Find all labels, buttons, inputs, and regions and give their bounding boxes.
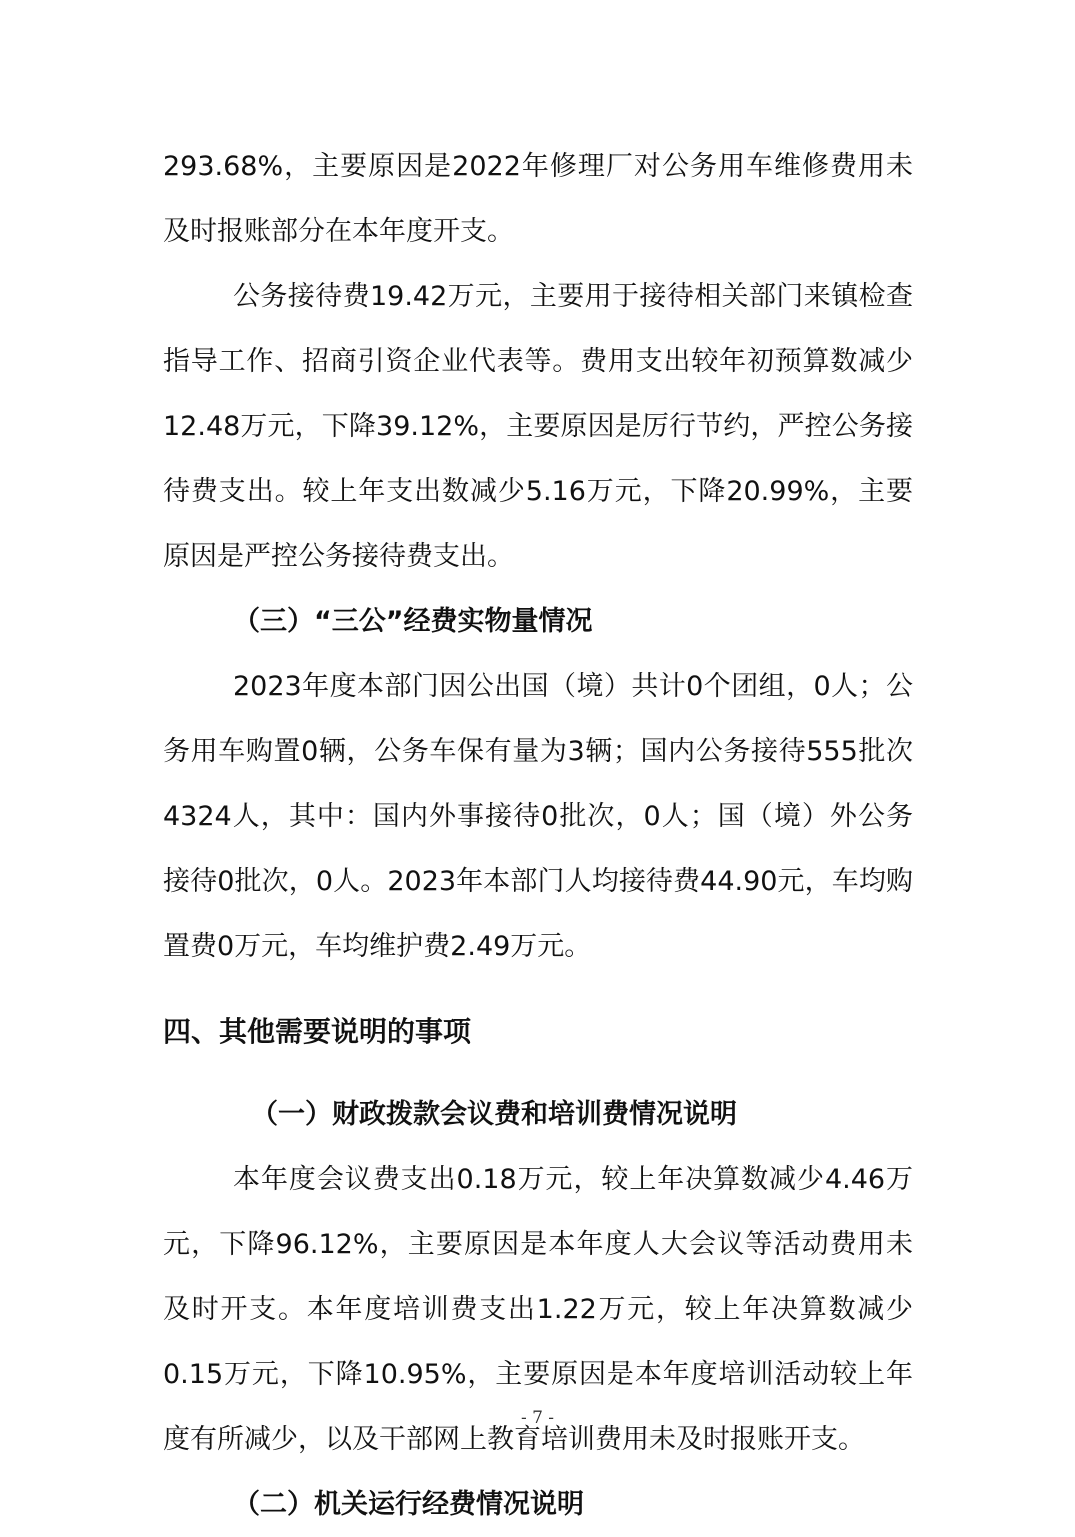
heading-operating-expense: （二）机关运行经费情况说明	[233, 1489, 584, 1520]
page-number: - 7 -	[520, 1408, 555, 1428]
paragraph-reception-expense: 公务接待费19.42万元，主要用于接待相关部门来镇检查指导工作、招商引资企业代表等。费用支出较年初预算数减少12.48万元，下降39.12%，主要原因是厉行节约，严控公务接待费支出。较上年支出数减少5.16万元，下降20.99%，主要原因是严控公务接待费支出。	[163, 281, 913, 572]
paragraph-physical-quantities: 2023年度本部门因公出国（境）共计0个团组，0人；公务用车购置0辆，公务车保有量为3辆；国内公务接待555批次4324人，其中：国内外事接待0批次，0人；国（境）外公务接待0批次，0人。2023年本部门人均接待费44.90元，车均购置费0万元，车均维护费2.49万元。	[163, 671, 913, 962]
heading-other-matters: 四、其他需要说明的事项	[163, 1015, 472, 1048]
heading-meeting-training: （一）财政拨款会议费和培训费情况说明	[251, 1099, 737, 1130]
paragraph-meeting-training: 本年度会议费支出0.18万元，较上年决算数减少4.46万元，下降96.12%，主要原因是本年度人大会议等活动费用未及时开支。本年度培训费支出1.22万元，较上年决算数减少0.15万元，下降10.95%，主要原因是本年度培训活动较上年度有所减少，以及干部网上教育培训费用未及时报账开支。	[163, 1164, 913, 1455]
heading-three-public-quantities: （三）“三公”经费实物量情况	[233, 606, 593, 637]
paragraph-vehicle-maintenance: 293.68%，主要原因是2022年修理厂对公务用车维修费用未及时报账部分在本年度开支。	[163, 151, 913, 247]
document-body	[163, 134, 913, 1537]
